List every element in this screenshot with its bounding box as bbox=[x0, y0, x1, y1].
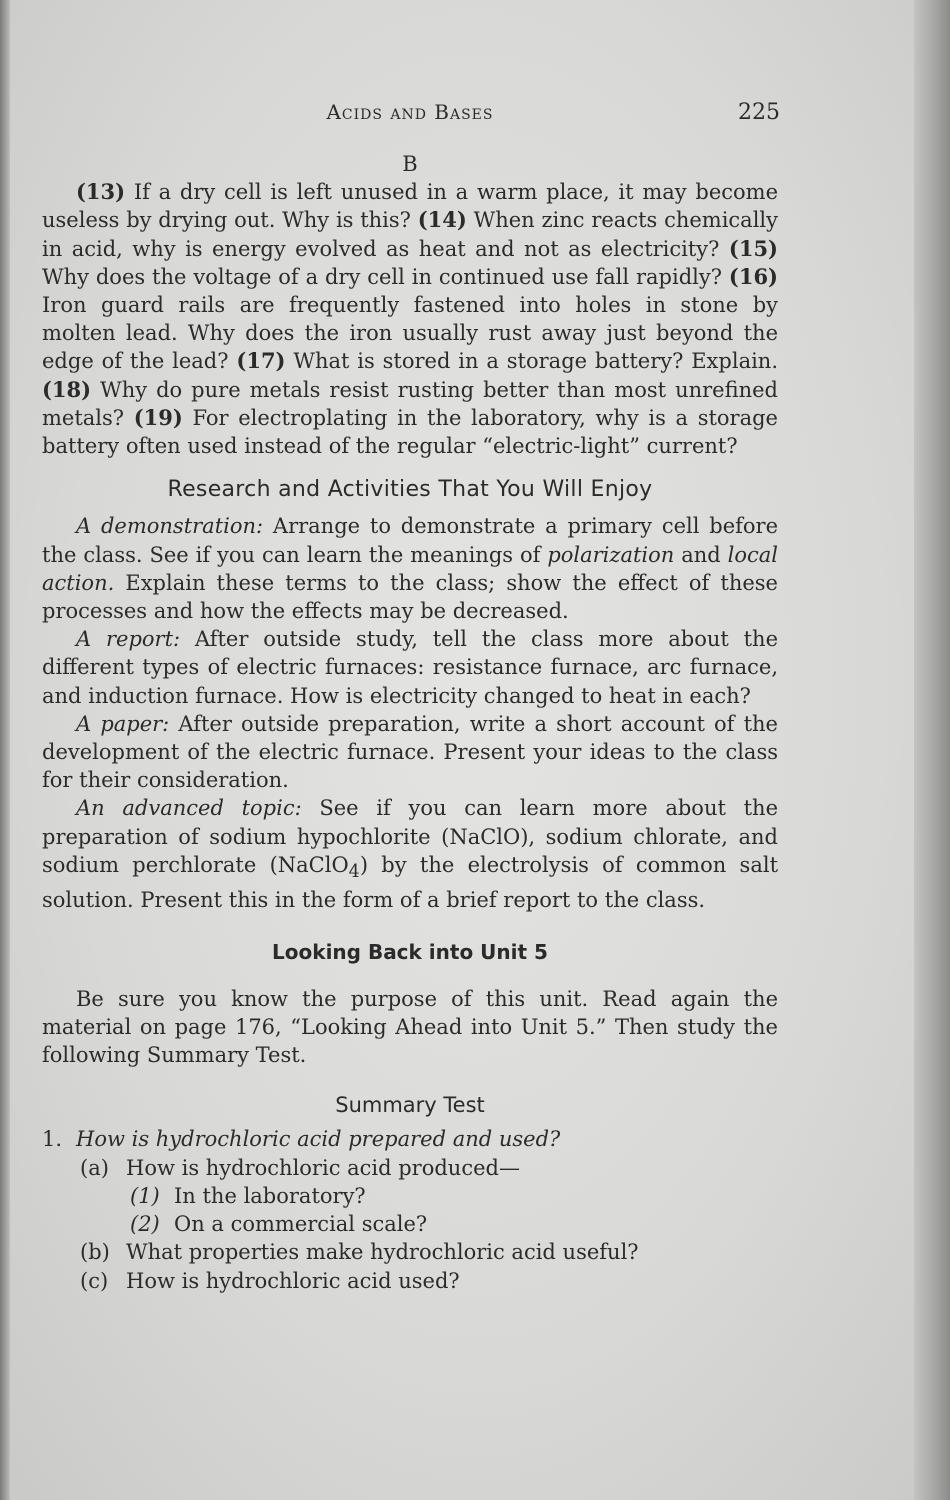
question-number: (13) bbox=[76, 179, 126, 205]
question-number: (19) bbox=[133, 404, 183, 430]
paragraph-text: Explain these terms to the class; show the effect of these processes and how the effects may be decreased. bbox=[42, 570, 778, 624]
paper-paragraph bbox=[42, 710, 778, 795]
section-b-questions bbox=[42, 178, 778, 460]
sub-question-label: (c) bbox=[80, 1268, 109, 1293]
sub-question-b bbox=[42, 1238, 778, 1266]
running-header: Acids and Bases bbox=[326, 100, 494, 124]
question-number: (15) bbox=[728, 235, 778, 261]
question-text: When zinc reacts chemically in acid, why is energy evolved as heat and not as electricity? bbox=[42, 208, 778, 261]
question-number: (17) bbox=[236, 348, 286, 374]
report-paragraph bbox=[42, 625, 778, 710]
paragraph-text: ) by the electrolysis of common salt solution. Present this in the form of a brief report to the class. bbox=[42, 852, 779, 913]
page-number: 225 bbox=[738, 100, 780, 125]
sub-question-text: In the laboratory? bbox=[174, 1183, 366, 1208]
paragraph-lead: A paper: bbox=[76, 711, 170, 736]
term: local action. bbox=[42, 542, 778, 595]
section-letter: B bbox=[402, 152, 418, 176]
page-body bbox=[42, 150, 778, 1295]
question-text: Iron guard rails are frequently fastened into holes in stone by molten lead. Why does the iron usually rust away just beyond the edge of the lead? bbox=[42, 293, 778, 374]
question-number: (14) bbox=[417, 207, 467, 233]
paragraph-text: See if you can learn more about the preparation of sodium hypochlorite (NaClO), sodium chlorate, and sodium perchlorate (NaClO bbox=[42, 796, 779, 877]
subscript: 4 bbox=[348, 862, 360, 883]
question-number: (18) bbox=[42, 376, 92, 402]
question-number: 1. bbox=[42, 1127, 63, 1152]
sub-question-a bbox=[42, 1154, 778, 1182]
question-text: For electroplating in the laboratory, why is a storage battery often used instead of the regular “electric-light” current? bbox=[42, 405, 778, 459]
page-gutter-shadow bbox=[0, 0, 10, 1500]
sub-question-c bbox=[42, 1267, 778, 1295]
question-text: If a dry cell is left unused in a warm place, it may become useless by drying out. Why is this? bbox=[42, 180, 778, 233]
looking-back-heading: Looking Back into Unit 5 bbox=[272, 940, 548, 965]
sub-question-text: How is hydrochloric acid produced— bbox=[126, 1155, 520, 1180]
paragraph-text: After outside study, tell the class more about the different types of electric furnaces: resistance furnace, arc furnace, and induction furnace. How is electricity changed to heat in each? bbox=[42, 627, 778, 708]
question-text: How is hydrochloric acid prepared and used? bbox=[76, 1127, 561, 1152]
sub-question-label: (a) bbox=[80, 1155, 109, 1180]
sub-question-label: (1) bbox=[130, 1183, 160, 1208]
summary-test-heading: Summary Test bbox=[335, 1093, 485, 1118]
sub-question-text: How is hydrochloric acid used? bbox=[126, 1268, 460, 1293]
term: polarization bbox=[547, 542, 675, 567]
sub-question-text: What properties make hydrochloric acid useful? bbox=[126, 1240, 639, 1265]
sub-question-label: (2) bbox=[130, 1212, 160, 1237]
paragraph-text: Arrange to demonstrate a primary cell before the class. See if you can learn the meanings of bbox=[42, 514, 778, 567]
research-heading: Research and Activities That You Will Enjoy bbox=[167, 477, 653, 503]
paragraph-lead: A report: bbox=[76, 627, 181, 652]
sub-question-text: On a commercial scale? bbox=[174, 1212, 428, 1237]
paragraph-lead: An advanced topic: bbox=[76, 796, 302, 821]
demonstration-paragraph bbox=[42, 512, 778, 625]
paragraph-lead: A demonstration: bbox=[76, 514, 264, 539]
question-text: Why does the voltage of a dry cell in continued use fall rapidly? bbox=[42, 264, 729, 289]
question-text: What is stored in a storage battery? Explain. bbox=[285, 349, 779, 374]
paragraph-text: After outside preparation, write a short account of the development of the electric furnace. Present your ideas to the class for their consideration. bbox=[42, 711, 778, 793]
paragraph-text: and bbox=[674, 542, 728, 567]
question-number: (16) bbox=[728, 263, 778, 289]
sub-question-a1 bbox=[42, 1182, 778, 1210]
sub-question-label: (b) bbox=[80, 1240, 110, 1265]
summary-question-1 bbox=[42, 1125, 778, 1153]
page-edge-shadow bbox=[914, 0, 950, 1500]
advanced-topic-paragraph bbox=[42, 794, 778, 914]
sub-question-a2 bbox=[42, 1210, 778, 1238]
looking-back-paragraph: Be sure you know the purpose of this unit. Read again the material on page 176, “Looking Ahead into Unit 5.” Then study the following Summary Test. bbox=[42, 986, 778, 1068]
question-text: Why do pure metals resist rusting better than most unrefined metals? bbox=[42, 377, 778, 430]
